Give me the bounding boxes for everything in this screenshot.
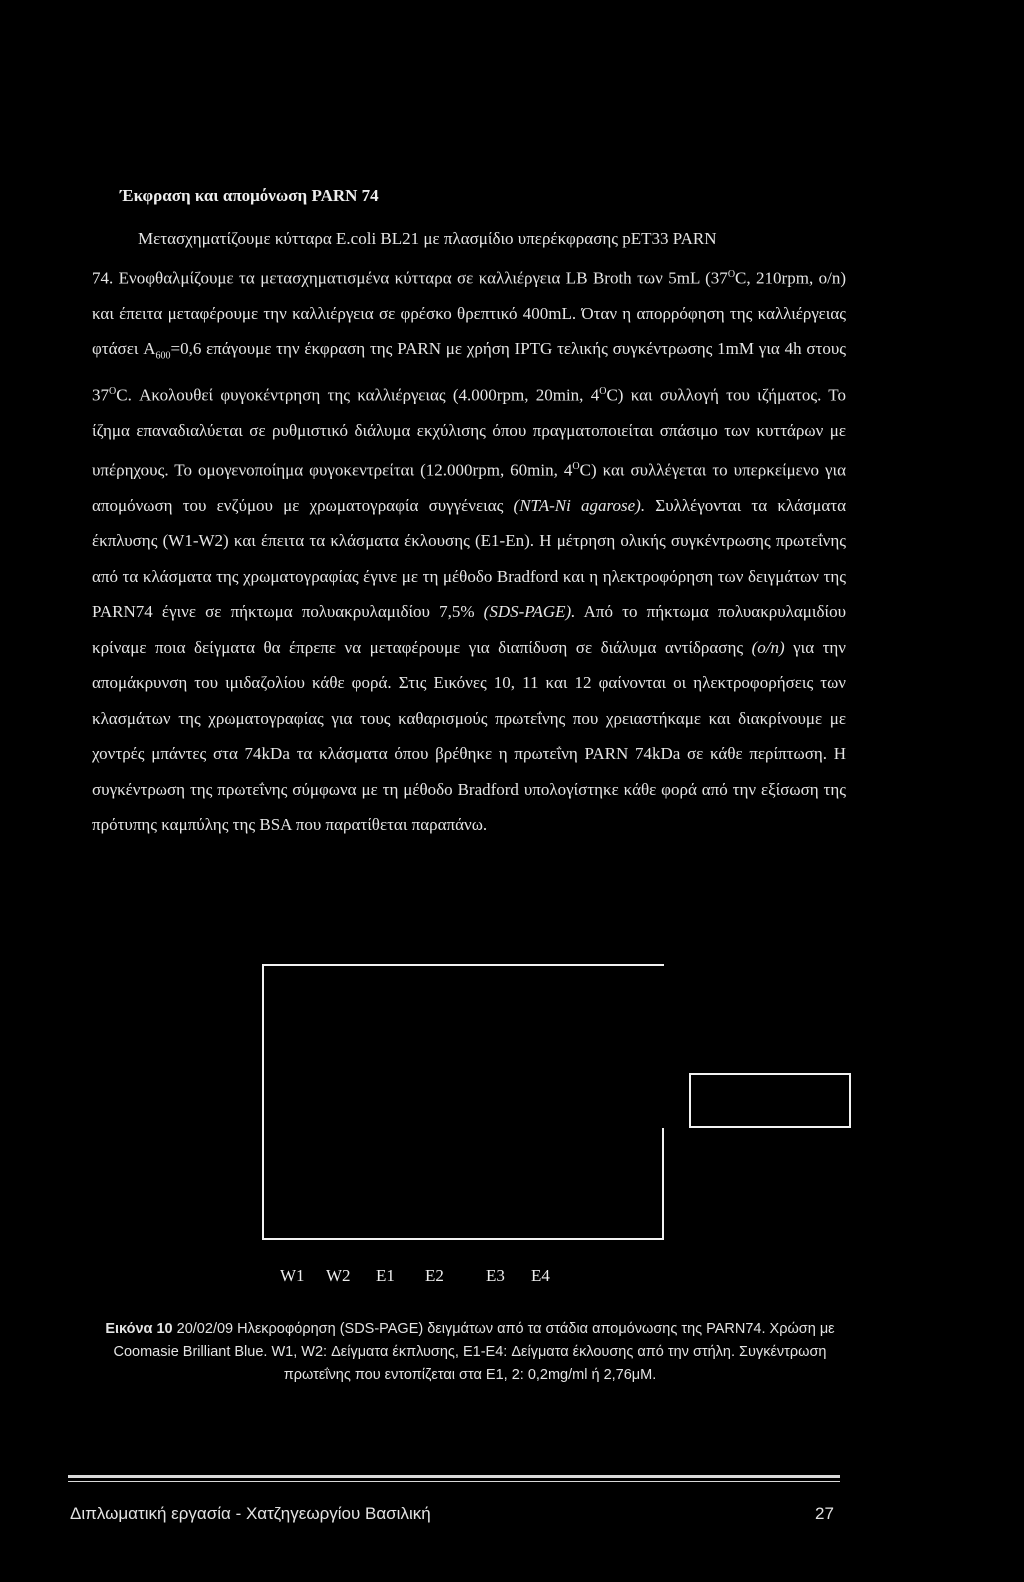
paragraph-text-9: Από το πήκτωμα πολυακρυλαμιδίου κρίναμε ποια δείγματα θα έπρεπε να μεταφέρουμε για διαπίδυση σε διάλυμα αντίδρασης	[92, 602, 846, 657]
lane-label: W2	[326, 1266, 351, 1285]
degree-mark: O	[727, 268, 736, 280]
absorbance-subscript: 600	[155, 350, 171, 362]
paragraph-text-2: 74. Ενοφθαλμίζουμε τα μετασχηματισμένα κύτταρα σε καλλιέργεια LB Broth των 5mL (37	[92, 268, 728, 288]
paragraph-text-6: C) και συλλογή του ιζήματος. Το ίζημα επαναδιαλύεται σε ρυθμιστικό διάλυμα εκχύλισης όπου πραγματοποιείται σπάσιμο των κυττάρων με υπέρηχους. Το ομογενοποίημα φυγοκεντρείται (12.000rpm, 60min, 4	[92, 385, 847, 480]
caption-text: 20/02/09 Ηλεκροφόρηση (SDS-PAGE) δειγμάτων από τα στάδια απομόνωσης της PARN74. Χρώση με Coomasie Brilliant Blue. W1, W2: Δείγματα έκπλυσης, E1-E4: Δείγματα έκλουσης από την στήλη. Συγκέντρωση πρωτεΐνης που εντοπίζεται στα E1, 2: 0,2mg/ml ή 2,76μM.	[113, 1321, 835, 1383]
caption-label: Εικόνα 10	[105, 1321, 173, 1337]
method-italic: (o/n)	[751, 637, 785, 657]
lane-label: E2	[425, 1266, 444, 1285]
gel-figure-frame-right	[662, 1128, 664, 1240]
body-paragraph	[92, 221, 846, 843]
footer-rule	[68, 1475, 840, 1478]
footer-rule-thin	[68, 1481, 840, 1482]
footer-title: Διπλωματική εργασία - Χατζηγεωργίου Βασιλική	[70, 1504, 431, 1523]
method-italic: (NTA-Ni agarose).	[513, 495, 646, 515]
paragraph-text-7: C) και συλλέγεται το υπερκείμενο για απομόνωση του ενζύμου με χρωματογραφία συγγένειας	[92, 460, 846, 515]
paragraph-text-4: =0,6 επάγουμε την έκφραση της PARN με χρήση IPTG τελικής συγκέντρωσης 1mM για 4h στους 37	[92, 339, 846, 405]
gel-inset-box	[689, 1073, 851, 1128]
degree-mark: O	[572, 460, 580, 472]
method-italic: (SDS-PAGE).	[483, 602, 576, 622]
paragraph-text-10: για την απομάκρυνση του ιμιδαζολίου κάθε φορά. Στις Εικόνες 10, 11 και 12 φαίνονται οι ηλεκτροφορήσεις των κλασμάτων της χρωματογραφίας για τους καθαρισμούς πρωτεΐνης που χρειαστήκαμε και διακρίνουμε με χοντρές μπάντες στα 74kDa τα κλάσματα όπου βρέθηκε η πρωτεΐνη PARN 74kDa σε κάθε περίπτωση. Η συγκέντρωση της πρωτεΐνης σύμφωνα με τη μέθοδο Bradford υπολογίστηκε κάθε φορά από την εξίσωση της πρότυπης καμπύλης της BSA που παρατίθεται παραπάνω.	[92, 637, 846, 835]
gel-figure-frame	[262, 964, 664, 1239]
section-heading: Έκφραση και απομόνωση PARN 74	[120, 186, 379, 205]
paragraph-text-5: C. Ακολουθεί φυγοκέντρηση της καλλιέργειας (4.000rpm, 20min, 4	[116, 385, 600, 405]
paragraph-text-3: C, 210rpm, o/n) και έπειτα μεταφέρουμε την καλλιέργεια σε φρέσκο θρεπτικό 400mL. Όταν η απορρόφηση της καλλιέργειας φτάσει A	[92, 268, 847, 359]
lane-label: E3	[486, 1266, 505, 1285]
page-number: 27	[815, 1504, 834, 1523]
figure-caption	[100, 1318, 840, 1387]
gel-figure-frame-bottom	[262, 1238, 664, 1240]
lane-label: W1	[280, 1266, 305, 1285]
lane-label: E4	[531, 1266, 550, 1285]
degree-mark: O	[599, 386, 607, 398]
degree-mark: O	[109, 386, 117, 398]
paragraph-text-8: Συλλέγονται τα κλάσματα έκπλυσης (W1-W2) και έπειτα τα κλάσματα έκλουσης (E1-En). Η μέτρηση ολικής συγκέντρωσης πρωτεΐνης από τα κλάσματα της χρωματογραφίας έγινε με τη μέθοδο Bradford και η ηλεκτροφόρηση των δειγμάτων της PARN74 έγινε σε πήκτωμα πολυακρυλαμιδίου 7,5%	[92, 495, 847, 622]
lane-label: E1	[376, 1266, 395, 1285]
paragraph-line-1: Μετασχηματίζουμε κύτταρα E.coli BL21 με πλασμίδιο υπερέκφρασης pET33 PARN	[138, 229, 717, 248]
